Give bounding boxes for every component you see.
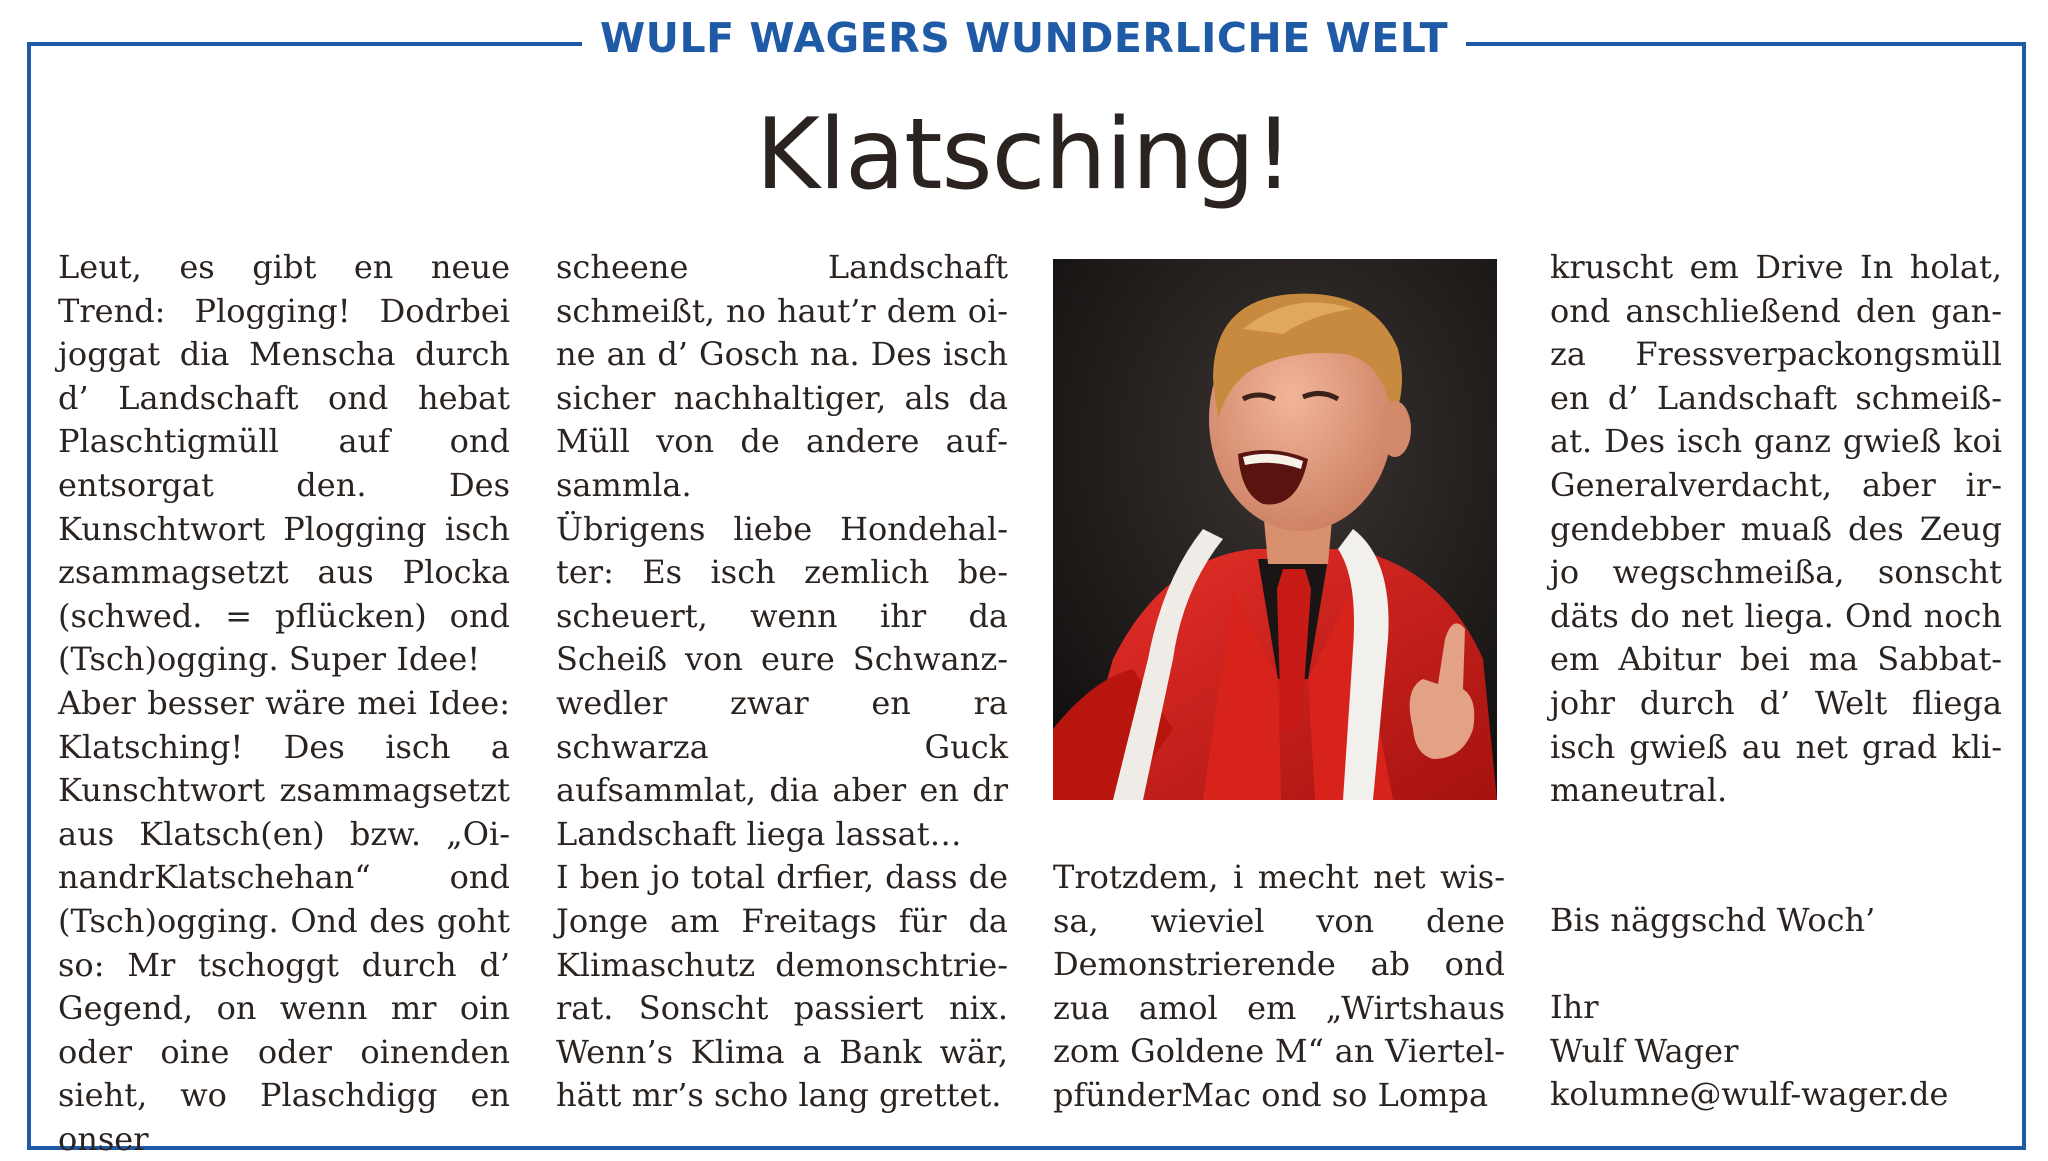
paragraph: kruscht em Drive In holat, ond anschließend den ganza Fressverpackongsmüll en d’ Landschaft schmeißat. Des isch ganz gwieß koi Generalverdacht, aber irgendebber muaß des Zeug jo wegschmeißa, sonscht däts do net liega. Ond noch em Abitur bei ma Sabbatjohr durch d’ Welt fliega isch gwieß au net grad klimaneutral. — [1550, 248, 2002, 810]
author-email: kolumne@wulf-wager.de — [1550, 1075, 1949, 1113]
paragraph: I ben jo total drfier, dass de Jonge am Freitags für da Klimaschutz demonschtrierat. Sonscht passiert nix. Wenn’s Klima a Bank wär, hätt mr’s scho lang grettet. — [556, 858, 1008, 1115]
article-column-2 — [556, 246, 1008, 1118]
author-photo — [1053, 259, 1497, 800]
headline: Klatsching! — [755, 98, 1293, 212]
article-column-4 — [1550, 246, 2002, 813]
kicker-text: WULF WAGERS WUNDERLICHE WELT — [582, 10, 1466, 66]
paragraph: Aber besser wäre mei Idee: Klatsching! Des isch a Kunschtwort zsammagsetzt aus Klatsch(en) bzw. „OinandrKlatschehan“ ond (Tsch)ogging. Ond des goht so: Mr tschoggt durch d’ Gegend, on wenn mr oin oder oine oder oinenden sieht, wo Plaschdigg en onser — [58, 683, 510, 1158]
paragraph: Leut, es gibt en neue Trend: Plogging! Dodrbei joggat dia Menscha durch d’ Landschaft ond hebat Plaschtigmüll auf ond entsorgat den. Des Kunschtwort Plogging isch zsammagsetzt aus Plocka (schwed. = pflücken) ond (Tsch)ogging. Super Idee! — [58, 248, 510, 679]
signoff-greeting: Bis näggschd Woch’ — [1550, 901, 1876, 939]
paragraph: Trotzdem, i mecht net wissa, wieviel von dene Demonstrierende ab ond zua amol em „Wirtshaus zom Goldene M“ an ViertelpfünderMac ond so Lompa — [1053, 858, 1505, 1114]
signoff-closing: Ihr — [1550, 988, 1599, 1026]
article-column-3 — [1053, 856, 1505, 1118]
article-column-1 — [58, 246, 510, 1161]
paragraph: Übrigens liebe Hondehalter: Es isch zemlich bescheuert, wenn ihr da Scheiß von eure Schwanzwedler zwar en ra schwarza Guck aufsammlat, dia aber en dr Landschaft liega lassat… — [556, 509, 1008, 853]
paragraph: scheene Landschaft schmeißt, no haut’r dem oine an d’ Gosch na. Des isch sicher nachhaltiger, als da Müll von de andere aufsammla. — [556, 248, 1008, 504]
author-name: Wulf Wager — [1550, 1032, 1739, 1070]
